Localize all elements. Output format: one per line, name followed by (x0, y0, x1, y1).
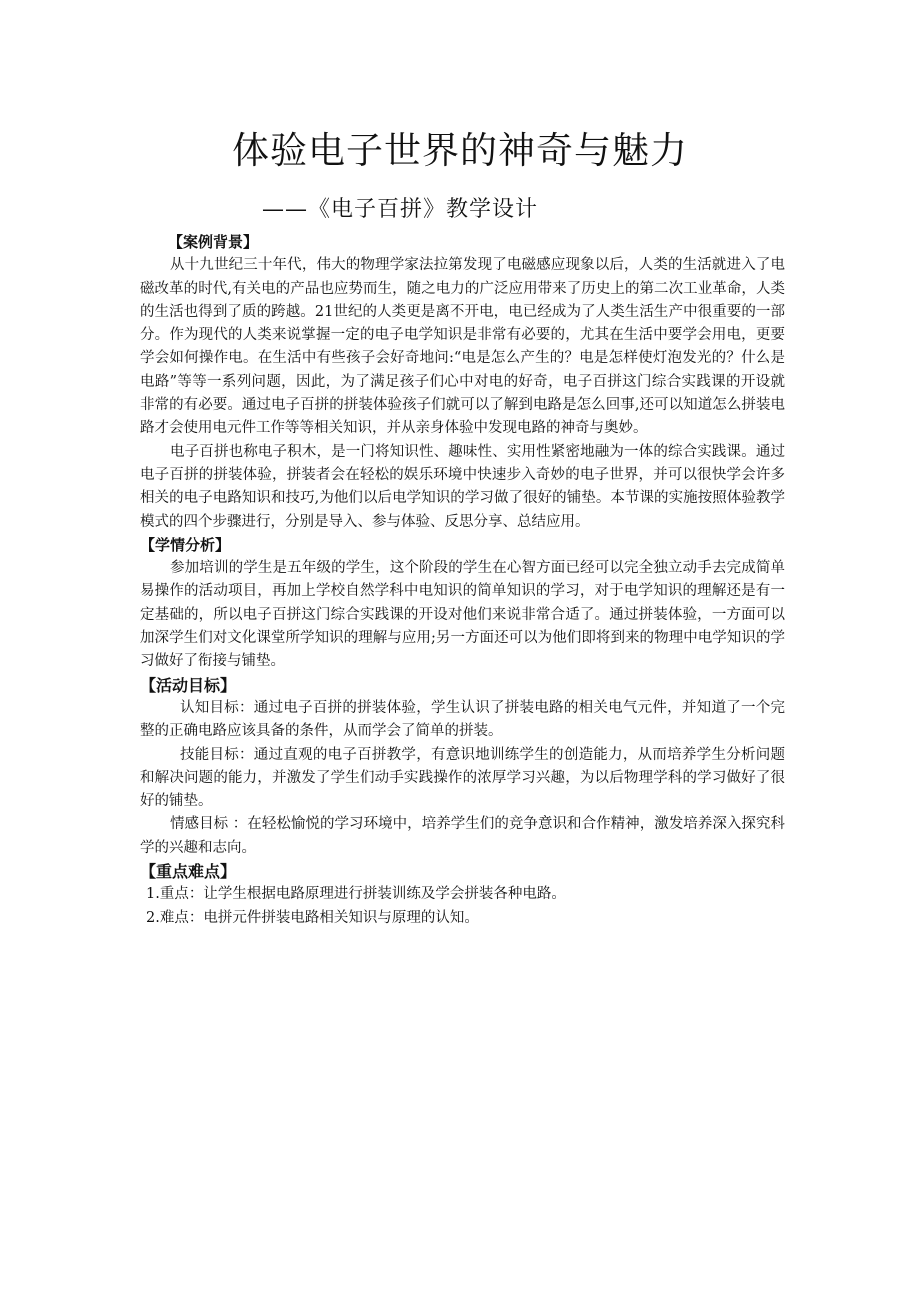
paragraph: 从十九世纪三十年代，伟大的物理学家法拉第发现了电磁感应现象以后，人类的生活就进入了电磁改革的时代,有关电的产品也应势而生，随之电力的广泛应用带来了历史上的第二次工业革命，人类的生活也得到了质的跨越。21世纪的人类更是离不开电，电已经成为了人类生活生产中很重要的一部分。作为现代的人类来说掌握一定的电子电学知识是非常有必要的，尤其在生活中要学会用电，更要学会如何操作电。在生活中有些孩子会好奇地问:“电是怎么产生的？电是怎样使灯泡发光的？什么是电路”等等一系列问题，因此，为了满足孩子们心中对电的好奇，电子百拼这门综合实践课的开设就非常的有必要。通过电子百拼的拼装体验孩子们就可以了解到电路是怎么回事,还可以知道怎么拼装电路才会使用电元件工作等等相关知识，并从亲身体验中发现电路的神奇与奥妙。 (140, 257, 785, 437)
section-heading-key-points: 【重点难点】 (140, 862, 237, 882)
document-title: 体验电子世界的神奇与魅力 (232, 129, 688, 172)
document-body (140, 231, 785, 930)
list-item: 2.难点：电拼元件拼装电路相关知识与原理的认知。 (146, 909, 479, 926)
document-subtitle: ——《电子百拼》教学设计 (262, 197, 539, 222)
section-heading-objectives: 【活动目标】 (140, 675, 237, 695)
paragraph: 情感目标 ：在轻松愉悦的学习环境中，培养学生们的竞争意识和合作精神，激发培养深入探究科学的兴趣和志向。 (140, 816, 785, 856)
paragraph: 电子百拼也称电子积木，是一门将知识性、趣味性、实用性紧密地融为一体的综合实践课。通过电子百拼的拼装体验，拼装者会在轻松的娱乐环境中快速步入奇妙的电子世界，并可以很快学会许多相关的电子电路知识和技巧,为他们以后电学知识的学习做了很好的铺垫。本节课的实施按照体验教学模式的四个步骤进行，分别是导入、参与体验、反思分享、总结应用。 (140, 443, 785, 530)
paragraph: 技能目标：通过直观的电子百拼教学，有意识地训练学生的创造能力，从而培养学生分析问题和解决问题的能力，并激发了学生们动手实践操作的浓厚学习兴趣，为以后物理学科的学习做好了很好的铺垫。 (140, 746, 785, 810)
section-heading-learner-analysis: 【学情分析】 (140, 535, 231, 554)
list-item: 1.重点：让学生根据电路原理进行拼装训练及学会拼装各种电路。 (146, 886, 566, 903)
paragraph: 认知目标：通过电子百拼的拼装体验，学生认识了拼装电路的相关电气元件，并知道了一个完整的正确电路应该具备的条件，从而学会了简单的拼装。 (140, 699, 785, 740)
section-heading-background: 【案例背景】 (168, 233, 259, 251)
paragraph: 参加培训的学生是五年级的学生，这个阶段的学生在心智方面已经可以完全独立动手去完成简单易操作的活动项目，再加上学校自然学科中电知识的简单知识的学习，对于电学知识的理解还是有一定基础的，所以电子百拼这门综合实践课的开设对他们来说非常合适了。通过拼装体验，一方面可以加深学生们对文化课堂所学知识的理解与应用;另一方面还可以为他们即将到来的物理中电学知识的学习做好了衔接与铺垫。 (140, 560, 785, 670)
